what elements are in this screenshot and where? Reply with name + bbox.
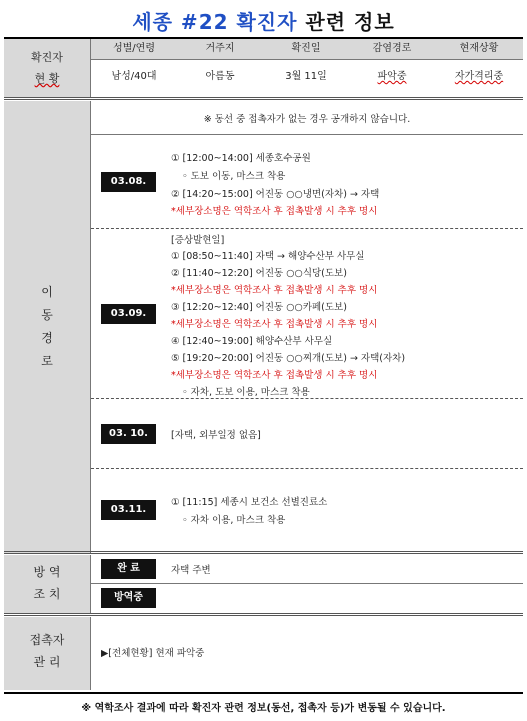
route-tag: [증상발현일]	[171, 235, 225, 246]
day-divider	[91, 228, 523, 229]
route-entry: [자택, 외부일정 없음]	[171, 430, 261, 441]
quarantine-done-text: 자택 주변	[171, 565, 211, 576]
page-title	[0, 6, 527, 35]
movement-label-char: 이	[41, 285, 53, 299]
notice-divider	[91, 134, 523, 135]
patient-label-bottom: 현 황	[34, 72, 60, 85]
cell-infection-route: 파악중	[377, 71, 407, 82]
col-header-infection-route: 감염경로	[349, 39, 435, 59]
cell-status: 자가격리중	[454, 71, 504, 82]
route-entry: ① [08:50~11:40] 자택 → 해양수산부 사무실	[171, 251, 365, 262]
date-badge: 03.09.	[101, 304, 156, 324]
route-entry: ① [11:15] 세종시 보건소 선별진료소	[171, 497, 328, 508]
route-warning: *세부장소명은 역학조사 후 접촉발생 시 추후 명시	[171, 285, 378, 296]
contacts-label-bottom: 관 리	[33, 655, 61, 669]
cell-residence: 아름동	[205, 71, 235, 82]
section-divider	[4, 551, 523, 554]
movement-label-char: 로	[41, 354, 53, 368]
patient-label-top: 확진자	[31, 51, 63, 64]
route-entry: ② [11:40~12:20] 어진동 ○○식당(도보)	[171, 268, 347, 279]
route-entry: ② [14:20~15:00] 어진동 ○○냉면(자차) → 자택	[171, 189, 380, 200]
date-badge: 03. 10.	[101, 424, 156, 444]
title-rest: 관련 정보	[305, 10, 395, 34]
date-badge: 03.08.	[101, 172, 156, 192]
day-divider	[91, 398, 523, 399]
day-divider	[91, 468, 523, 469]
quarantine-label-bottom: 조 치	[33, 587, 61, 601]
route-entry: ③ [12:20~12:40] 어진동 ○○카페(도보)	[171, 302, 347, 313]
section-divider	[4, 97, 523, 100]
movement-label-char: 동	[41, 308, 53, 322]
cell-confirm-date: 3월 11일	[285, 71, 327, 82]
route-warning: *세부장소명은 역학조사 후 접촉발생 시 추후 명시	[171, 319, 378, 330]
cell-sex-age: 남성/40대	[111, 71, 157, 82]
contacts-label-top: 접촉자	[29, 633, 65, 647]
route-note: ◦ 자차 이용, 마스크 착용	[182, 515, 286, 526]
contacts-status: ▶[전체현황] 현재 파악중	[101, 648, 205, 659]
col-header-residence: 거주지	[177, 39, 263, 59]
route-entry: ④ [12:40~19:00] 해양수산부 사무실	[171, 336, 333, 347]
quarantine-done-badge: 완 료	[101, 559, 156, 579]
patient-status-label	[4, 39, 91, 98]
route-entry: ① [12:00~14:00] 세종호수공원	[171, 153, 311, 164]
quarantine-divider	[91, 583, 523, 584]
footnote: ※ 역학조사 결과에 따라 확진자 관련 정보(동선, 접촉자 등)가 변동될 수 있습니다.	[81, 703, 446, 714]
quarantine-label-top: 방 역	[33, 565, 61, 579]
col-header-confirm-date: 확진일	[263, 39, 349, 59]
route-entry: ⑤ [19:20~20:00] 어진동 ○○찌개(도보) → 자택(자차)	[171, 353, 406, 364]
col-header-status: 현재상황	[435, 39, 523, 59]
route-warning: *세부장소명은 역학조사 후 접촉발생 시 추후 명시	[171, 206, 378, 217]
route-note: ◦ 도보 이동, 마스크 착용	[182, 171, 286, 182]
movement-notice: ※ 동선 중 접촉자가 없는 경우 공개하지 않습니다.	[203, 114, 411, 125]
movement-label	[4, 101, 91, 553]
contacts-label	[4, 617, 91, 690]
section-divider	[4, 613, 523, 616]
quarantine-ongoing-badge: 방역중	[101, 588, 156, 608]
route-warning: *세부장소명은 역학조사 후 접촉발생 시 추후 명시	[171, 370, 378, 381]
movement-label-char: 경	[41, 331, 53, 345]
route-note: ◦ 자차, 도보 이용, 마스크 착용	[182, 387, 310, 398]
title-highlight: 세종 #22 확진자	[132, 10, 298, 34]
quarantine-label	[4, 555, 91, 613]
date-badge: 03.11.	[101, 500, 156, 520]
col-header-sex-age: 성별/연령	[91, 39, 177, 59]
